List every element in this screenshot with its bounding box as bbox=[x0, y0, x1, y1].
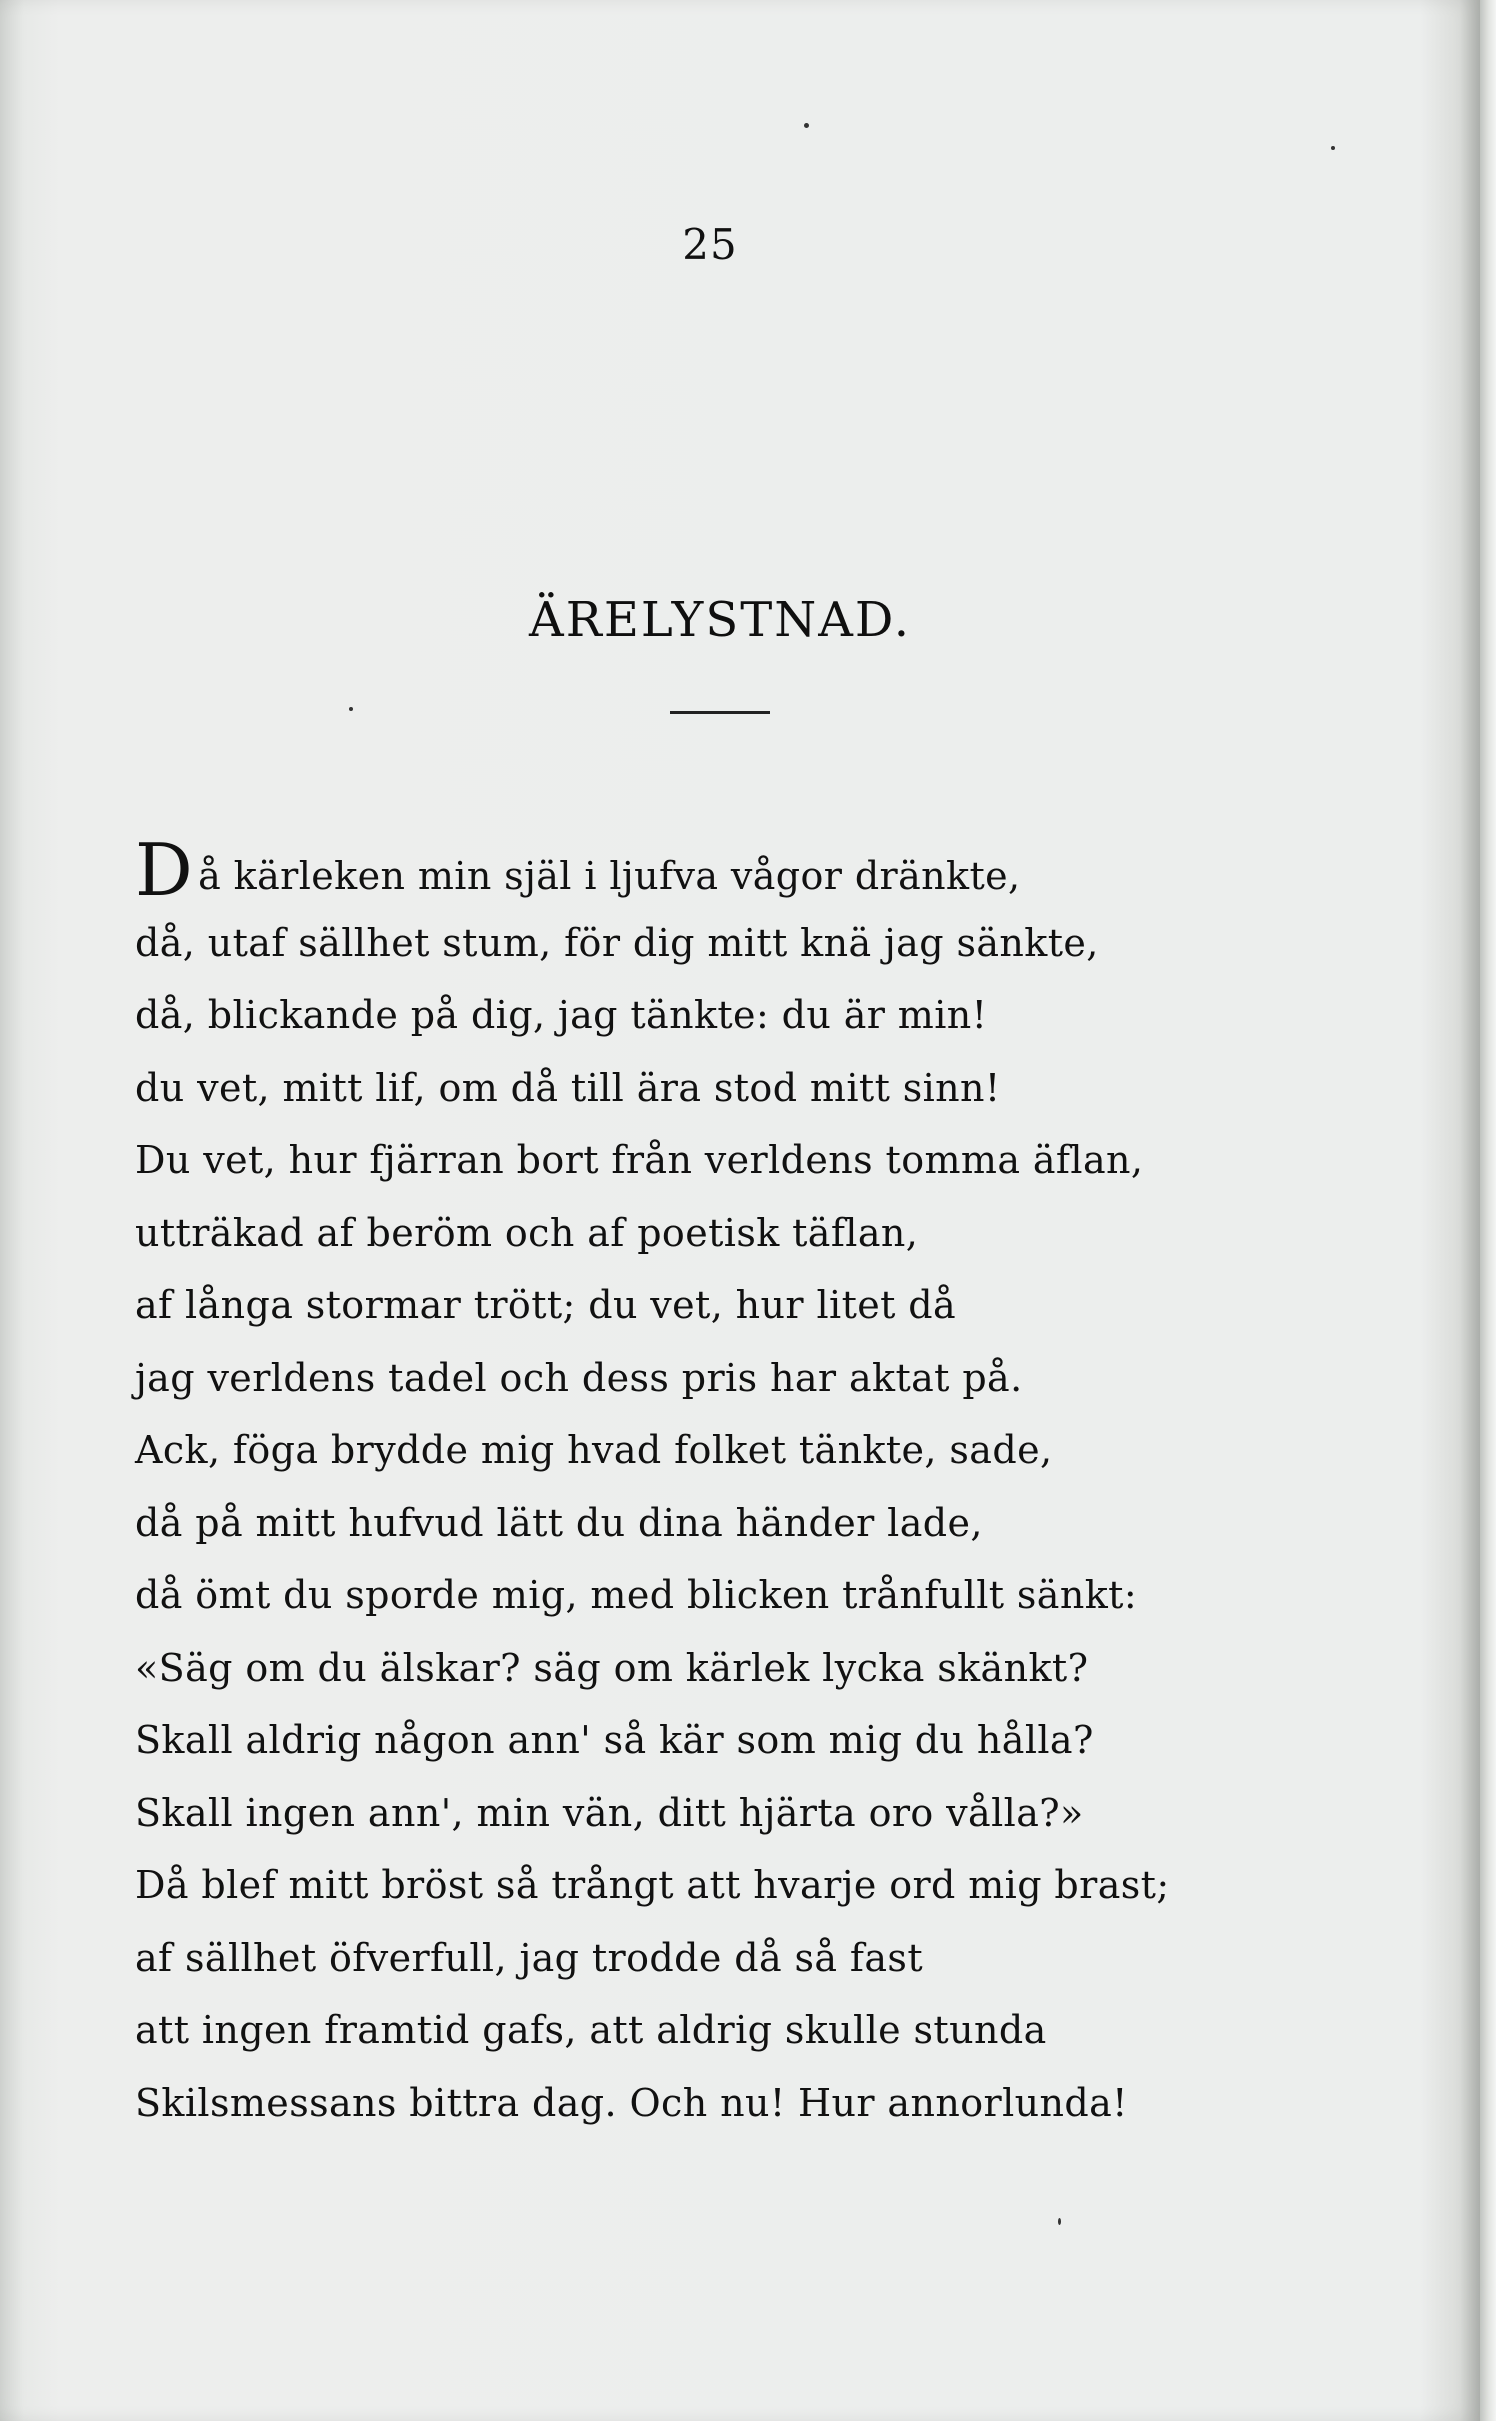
page-number: 25 bbox=[682, 220, 738, 269]
poem-line: då ömt du sporde mig, med blicken trånfullt sänkt: bbox=[135, 1573, 1138, 1617]
poem-line: af långa stormar trött; du vet, hur litet då bbox=[135, 1283, 957, 1327]
poem-line: då, blickande på dig, jag tänkte: du är min! bbox=[135, 993, 988, 1037]
poem-line: Ack, föga brydde mig hvad folket tänkte, sade, bbox=[135, 1428, 1053, 1472]
paper-speck bbox=[804, 123, 809, 128]
poem-line: Skall ingen ann', min vän, ditt hjärta oro vålla?» bbox=[135, 1790, 1084, 1835]
poem-line: Då blef mitt bröst så trångt att hvarje ord mig brast; bbox=[135, 1863, 1170, 1907]
poem-line: utträkad af beröm och af poetisk täflan, bbox=[135, 1210, 919, 1255]
poem-line-1 bbox=[135, 828, 1335, 912]
drop-cap: D bbox=[135, 828, 194, 912]
poem-line-text: å kärleken min själ i ljufva vågor dränkte, bbox=[198, 854, 1021, 898]
paper-speck bbox=[1058, 2218, 1061, 2225]
poem-line: att ingen framtid gafs, att aldrig skulle stunda bbox=[135, 2008, 1047, 2052]
page-edge bbox=[1480, 0, 1496, 2421]
paper-speck bbox=[349, 707, 353, 711]
poem-body bbox=[135, 828, 1335, 2139]
poem-line: du vet, mitt lif, om då till ära stod mitt sinn! bbox=[135, 1065, 1001, 1110]
poem-line: af sällhet öfverfull, jag trodde då så fast bbox=[135, 1935, 923, 1980]
poem-line: då på mitt hufvud lätt du dina händer lade, bbox=[135, 1500, 983, 1545]
poem-line: då, utaf sällhet stum, för dig mitt knä jag sänkte, bbox=[135, 920, 1099, 965]
poem-line: «Säg om du älskar? säg om kärlek lycka skänkt? bbox=[135, 1645, 1089, 1690]
poem-line: Skall aldrig någon ann' så kär som mig du hålla? bbox=[135, 1718, 1094, 1762]
poem-line: jag verldens tadel och dess pris har aktat på. bbox=[135, 1355, 1023, 1400]
poem-line: Du vet, hur fjärran bort från verldens tomma äflan, bbox=[135, 1138, 1144, 1182]
poem-line: Skilsmessans bittra dag. Och nu! Hur annorlunda! bbox=[135, 2080, 1128, 2125]
poem-title: ÄRELYSTNAD. bbox=[529, 592, 911, 648]
paper-speck bbox=[1331, 146, 1335, 150]
title-divider bbox=[670, 711, 770, 714]
